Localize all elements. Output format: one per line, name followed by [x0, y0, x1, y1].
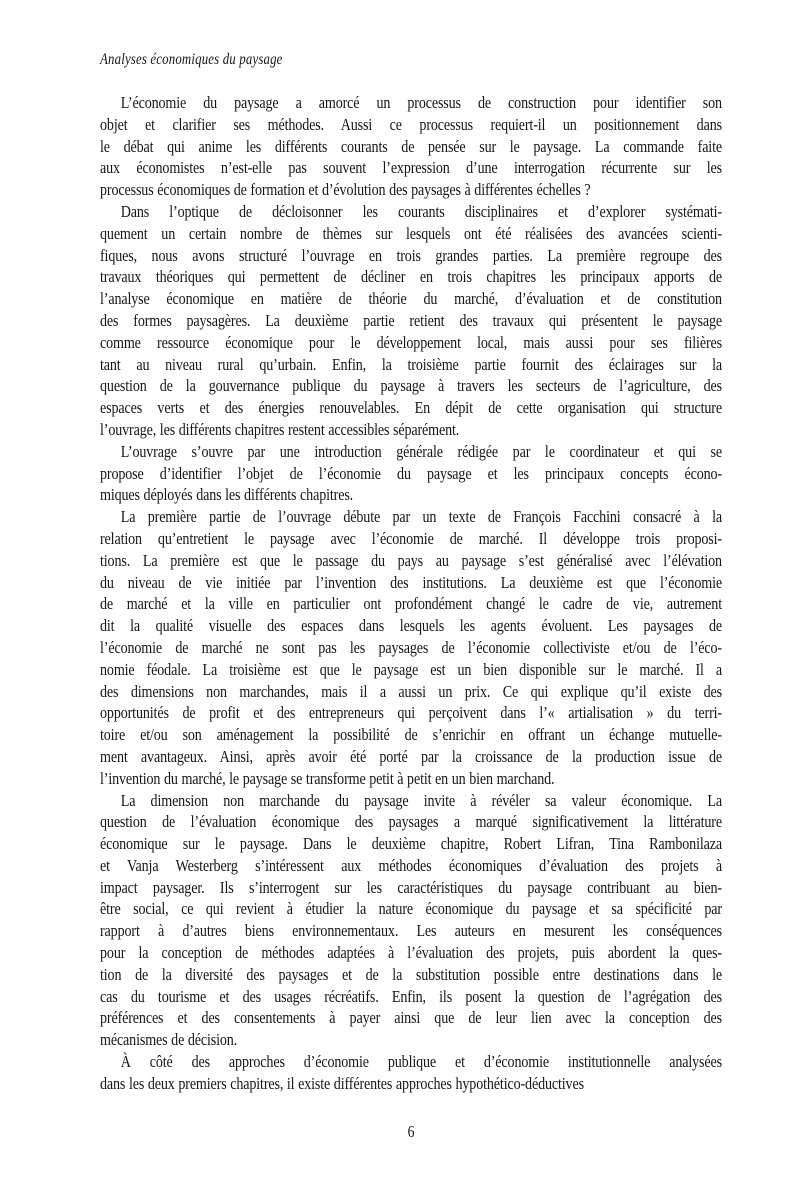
text-line: rapport à d’autres biens environnementaux. Les auteurs en mesurent les conséquences [100, 921, 722, 941]
text-line: l’invention du marché, le paysage se transforme petit à petit en un bien marchand. [100, 768, 555, 788]
text-line: propose d’identifier l’objet de l’économie du paysage et les principaux concepts écono- [100, 463, 722, 483]
text-line: toire et/ou son aménagement la possibilité de s’enrichir en offrant un échange mutuelle- [100, 725, 722, 745]
text-line: fiques, nous avons structuré l’ouvrage en trois grandes parties. La première regroupe des [100, 245, 722, 265]
text-line: processus économiques de formation et d’évolution des paysages à différentes échelles ? [100, 180, 591, 200]
text-line: l’ouvrage, les différents chapitres restent accessibles séparément. [100, 419, 460, 439]
text-line: tion de la diversité des paysages et de la substitution possible entre destinations dans le [100, 964, 722, 984]
text-line: préférences et des consentements à payer ainsi que de leur lien avec la conception des [100, 1008, 722, 1028]
paragraph [100, 441, 722, 506]
text-line: relation qu’entretient le paysage avec l’économie de marché. Il développe trois proposi- [100, 528, 722, 548]
text-line: l’analyse économique en matière de théorie du marché, d’évaluation et de constitution [100, 289, 722, 309]
text-line: À côté des approches d’économie publique et d’économie institutionnelle analysées [120, 1052, 722, 1072]
text-line: du niveau de vie initiée par l’invention des institutions. La deuxième est que l’économie [100, 572, 722, 592]
paragraph [100, 506, 722, 789]
text-line: ment avantageux. Ainsi, après avoir été porté par la croissance de la production issue de [100, 746, 722, 766]
text-line: et Vanja Westerberg s’intéressent aux méthodes économiques d’évaluation des projets à [100, 855, 722, 875]
paragraph [100, 92, 722, 201]
text-line: tant au niveau rural qu’urbain. Enfin, la troisième partie fournit des éclairages sur la [100, 354, 722, 374]
text-line: travaux théoriques qui permettent de décliner en trois chapitres les principaux apports de [100, 267, 722, 287]
text-line: mécanismes de décision. [100, 1030, 238, 1050]
text-line: impact paysager. Ils s’interrogent sur les caractéristiques du paysage contribuant au bien- [100, 877, 722, 897]
text-line: pour la conception de méthodes adaptées à l’évaluation des projets, puis abordent la ques- [100, 943, 722, 963]
paragraph [100, 790, 722, 1052]
text-line: cas du tourisme et des usages récréatifs. Enfin, ils posent la question de l’agrégation des [100, 986, 722, 1006]
text-line: Dans l’optique de décloisonner les courants disciplinaires et d’explorer systémati- [120, 201, 722, 221]
text-line: des dimensions non marchandes, mais il a aussi un prix. Ce qui explique qu’il existe des [100, 681, 722, 701]
text-line: objet et clarifier ses méthodes. Aussi ce processus requiert-il un positionnement dans [100, 114, 722, 134]
page-content [100, 0, 722, 1142]
text-line: l’économie de marché ne sont pas les paysages de l’économie collectiviste et/ou de l’éco- [100, 637, 722, 657]
text-line: dans les deux premiers chapitres, il existe différentes approches hypothético-déductives [100, 1073, 584, 1093]
text-line: L’ouvrage s’ouvre par une introduction générale rédigée par le coordinateur et qui se [120, 441, 722, 461]
text-line: dit la qualité visuelle des espaces dans lesquels les agents évoluent. Les paysages de [100, 616, 722, 636]
body-text [100, 92, 722, 1095]
paragraph [100, 1051, 722, 1095]
text-line: question de la gouvernance publique du paysage à travers les secteurs de l’agriculture, des [100, 376, 722, 396]
text-line: comme ressource économique pour le développement local, mais aussi pour ses filières [100, 332, 722, 352]
paragraph [100, 201, 722, 441]
text-line: espaces verts et des énergies renouvelables. En dépit de cette organisation qui structure [100, 398, 722, 418]
text-line: des formes paysagères. La deuxième partie retient des travaux qui présentent le paysage [100, 310, 722, 330]
text-line: aux économistes n’est-elle pas souvent l’expression d’une interrogation récurrente sur les [100, 158, 722, 178]
text-line: nomie féodale. La troisième est que le paysage est un bien disponible sur le marché. Il a [100, 659, 722, 679]
running-header: Analyses économiques du paysage [100, 51, 283, 68]
text-line: question de l’évaluation économique des paysages a marqué significativement la littérature [100, 812, 722, 832]
text-line: être social, ce qui revient à étudier la nature économique du paysage et sa spécificité par [100, 899, 722, 919]
text-line: quement un certain nombre de thèmes sur lesquels ont été réalisées des avancées scienti- [100, 223, 722, 243]
text-line: opportunités de profit et des entrepreneurs qui perçoivent dans l’« artialisation » du terri- [100, 703, 722, 723]
text-line: L’économie du paysage a amorcé un processus de construction pour identifier son [120, 93, 722, 112]
text-line: La dimension non marchande du paysage invite à révéler sa valeur économique. La [120, 790, 722, 810]
page-number: 6 [407, 1121, 415, 1141]
text-line: économique sur le paysage. Dans le deuxième chapitre, Robert Lifran, Tina Rambonilaza [100, 834, 722, 854]
text-line: le débat qui anime les différents courants de pensée sur le paysage. La commande faite [100, 136, 722, 156]
text-line: La première partie de l’ouvrage débute par un texte de François Facchini consacré à la [120, 507, 722, 527]
text-line: de marché et la ville en particulier ont profondément changé le cadre de vie, autrement [100, 594, 722, 614]
text-line: tions. La première est que le passage du pays au paysage s’est généralisé avec l’élévation [100, 550, 722, 570]
text-line: miques déployés dans les différents chapitres. [100, 485, 354, 505]
